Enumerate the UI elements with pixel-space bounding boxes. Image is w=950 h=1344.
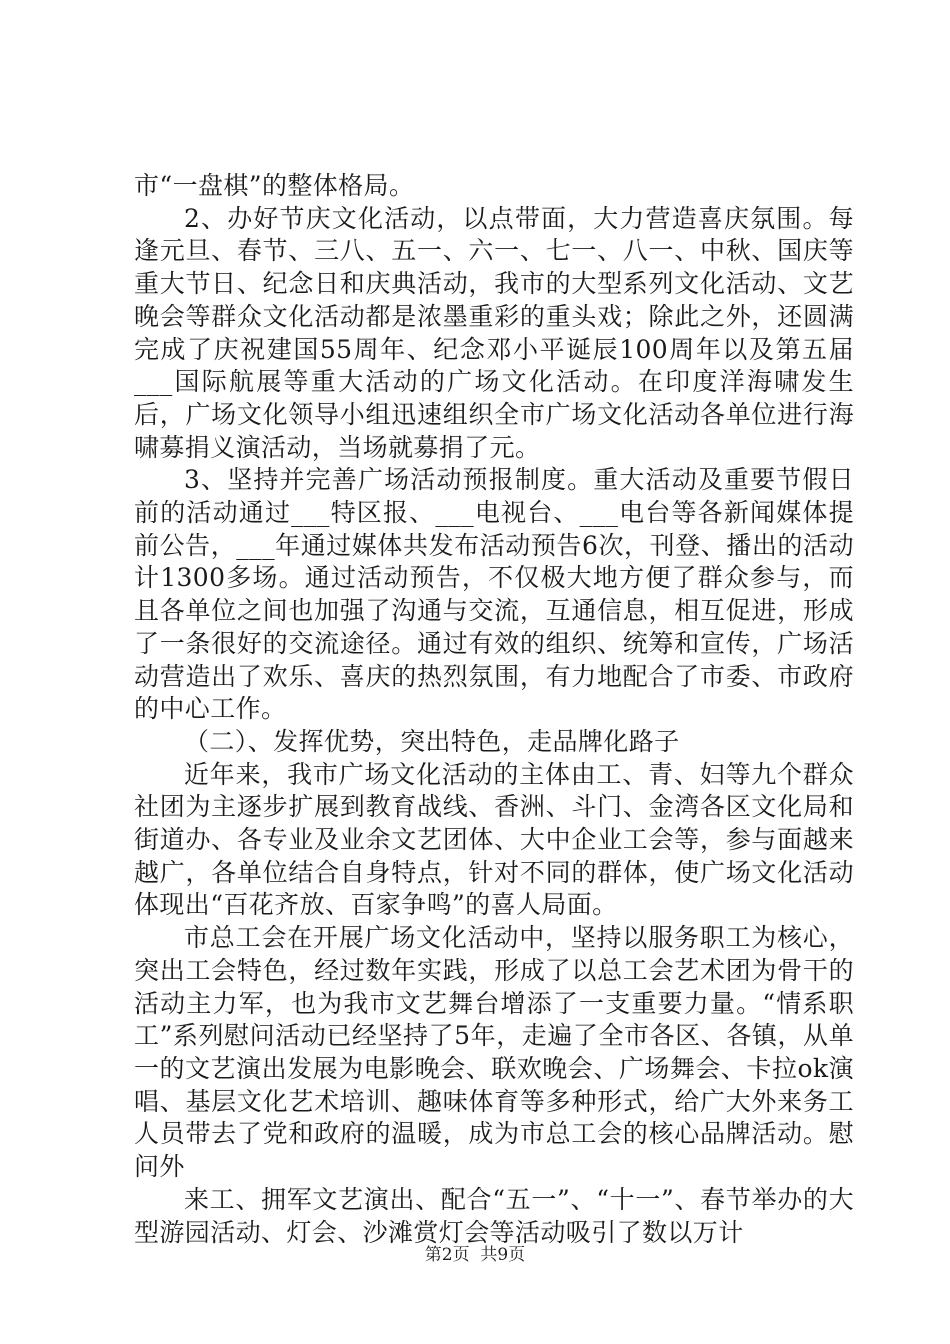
page-footer <box>0 1244 950 1266</box>
paragraph-5: 市总工会在开展广场文化活动中，坚持以服务职工为核心，突出工会特色，经过数年实践，形成了以总工会艺术团为骨干的活动主力军，也为我市文艺舞台增添了一支重要力量。“情系职工”系列慰问活动已经坚持了5年，走遍了全市各区、各镇，从单一的文艺演出发展为电影晚会、联欢晚会、广场舞会、卡拉ok演唱、基层文化艺术培训、趣味体育等多种形式，给广大外来务工人员带去了党和政府的温暖，成为市总工会的核心品牌活动。慰问外 <box>134 923 854 1182</box>
paragraph-3: 3、坚持并完善广场活动预报制度。重大活动及重要节假日前的活动通过___特区报、___电视台、___电台等各新闻媒体提前公告，___年通过媒体共发布活动预告6次，刊登、播出的活动计1300多场。通过活动预告，不仅极大地方便了群众参与，而且各单位之间也加强了沟通与交流，互通信息，相互促进，形成了一条很好的交流途径。通过有效的组织、统筹和宣传，广场活动营造出了欢乐、喜庆的热烈氛围，有力地配合了市委、市政府的中心工作。 <box>134 465 854 724</box>
section-heading: （二）、发挥优势，突出特色，走品牌化路子 <box>184 726 680 756</box>
page-total: 共9页 <box>480 1245 526 1265</box>
paragraph-1: 市“一盘棋”的整体格局。 <box>134 171 415 200</box>
document-body <box>134 170 854 1249</box>
footer-gap <box>470 1245 481 1265</box>
page-number: 第2页 <box>424 1245 470 1265</box>
paragraph-4: 近年来，我市广场文化活动的主体由工、青、妇等九个群众社团为主逐步扩展到教育战线、香洲、斗门、金湾各区文化局和街道办、各专业及业余文艺团体、大中企业工会等，参与面越来越广，各单位结合自身特点，针对不同的群体，使广场文化活动体现出“百花齐放、百家争鸣”的喜人局面。 <box>134 759 854 920</box>
paragraph-6: 来工、拥军文艺演出、配合“五一”、“十一”、春节举办的大型游园活动、灯会、沙滩赏灯会等活动吸引了数以万计 <box>134 1184 854 1247</box>
paragraph-2: 2、办好节庆文化活动，以点带面，大力营造喜庆氛围。每逢元旦、春节、三八、五一、六一、七一、八一、中秋、国庆等重大节日、纪念日和庆典活动，我市的大型系列文化活动、文艺晚会等群众文化活动都是浓墨重彩的重头戏；除此之外，还圆满完成了庆祝建国55周年、纪念邓小平诞辰100周年以及第五届___国际航展等重大活动的广场文化活动。在印度洋海啸发生后，广场文化领导小组迅速组织全市广场文化活动各单位进行海啸募捐义演活动，当场就募捐了元。 <box>134 203 854 462</box>
